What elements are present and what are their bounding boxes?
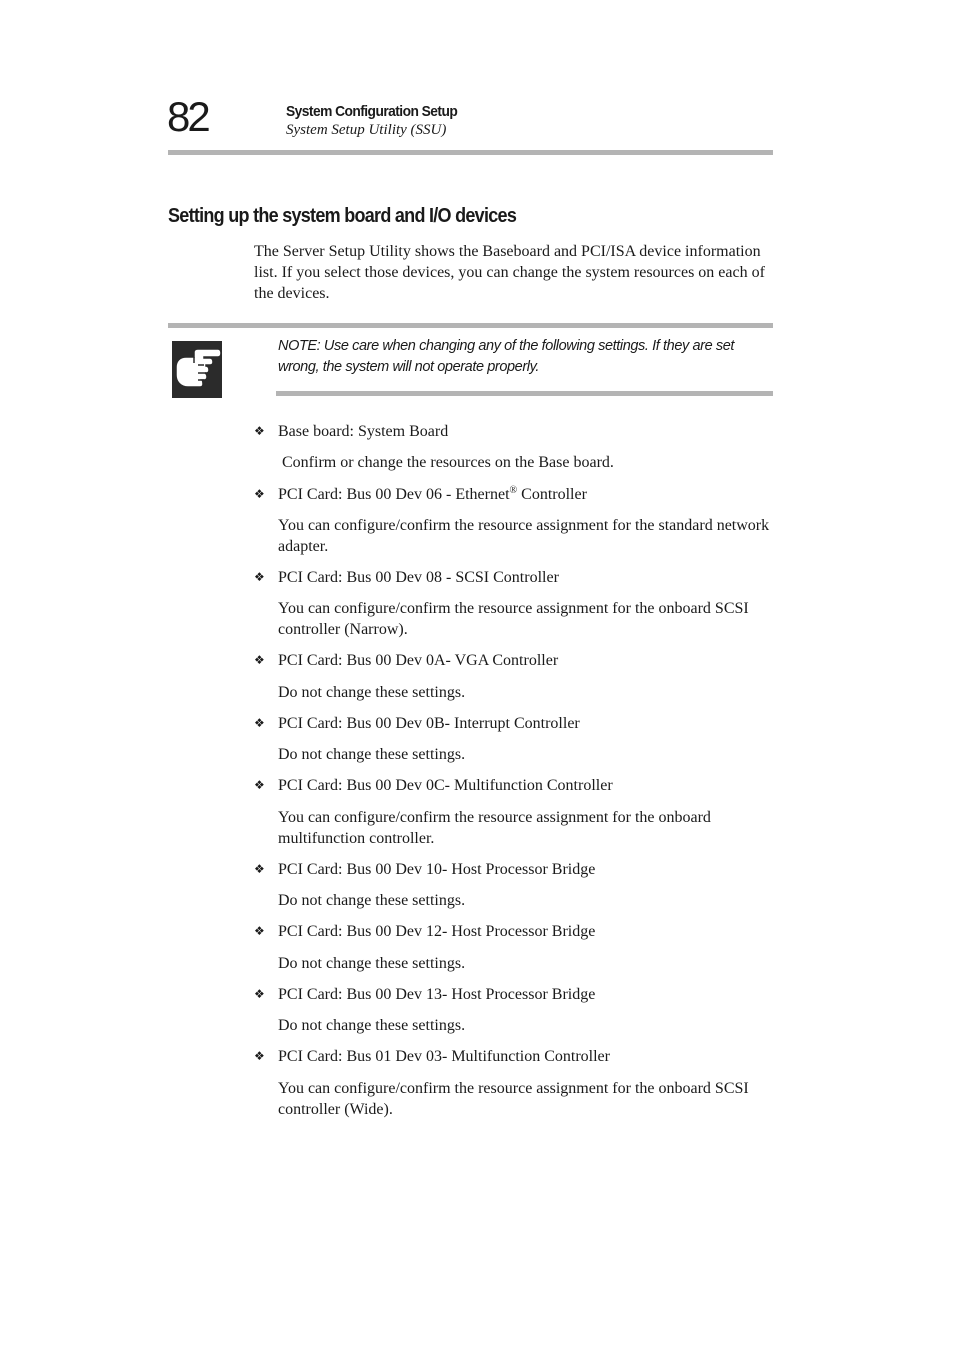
bullet: ❖ (254, 1049, 265, 1063)
list-item-title: PCI Card: Bus 00 Dev 13- Host Processor Bridge (278, 986, 596, 1003)
chapter-title: System Configuration Setup (286, 103, 458, 120)
list-item-desc: Do not change these settings. (278, 955, 466, 972)
list-item-title: PCI Card: Bus 00 Dev 0C- Multifunction Controller (278, 777, 613, 794)
list-item-title: PCI Card: Bus 00 Dev 0B- Interrupt Controller (278, 715, 580, 732)
list-item-desc: You can configure/confirm the resource assignment for the onboard SCSI controller (Narrow). (278, 600, 749, 638)
bullet: ❖ (254, 424, 265, 438)
list-item-desc: Do not change these settings. (278, 892, 466, 909)
list-item-desc: You can configure/confirm the resource assignment for the onboard multifunction controller. (278, 809, 711, 847)
title-text: PCI Card: Bus 00 Dev 06 - Ethernet (278, 486, 510, 503)
header-rule (168, 150, 773, 155)
bullet: ❖ (254, 862, 265, 876)
bullet: ❖ (254, 653, 265, 667)
bullet: ❖ (254, 570, 265, 584)
list-item-desc: Confirm or change the resources on the Base board. (278, 454, 614, 471)
list-item-desc: Do not change these settings. (278, 1017, 466, 1034)
note-rule-top (168, 323, 773, 328)
list-item-desc: You can configure/confirm the resource assignment for the standard network adapter. (278, 517, 770, 555)
bullet: ❖ (254, 716, 265, 730)
bullet: ❖ (254, 487, 265, 501)
list-item-title: PCI Card: Bus 00 Dev 10- Host Processor Bridge (278, 861, 596, 878)
list-item-title: PCI Card: Bus 00 Dev 0A- VGA Controller (278, 652, 559, 669)
registered-mark: ® (509, 485, 518, 496)
page-number: 82 (167, 93, 208, 140)
pointing-hand-icon (172, 341, 222, 398)
list-item-desc: You can configure/confirm the resource assignment for the onboard SCSI controller (Wide). (278, 1080, 749, 1118)
bullet: ❖ (254, 987, 265, 1001)
note-rule-bottom (276, 391, 773, 396)
note-text: NOTE: Use care when changing any of the following settings. If they are set wrong, the system will not operate properly. (278, 338, 735, 375)
bullet: ❖ (254, 778, 265, 792)
list-item-title: PCI Card: Bus 00 Dev 12- Host Processor Bridge (278, 923, 596, 940)
list-item-title: Base board: System Board (278, 423, 449, 440)
list-item-desc: Do not change these settings. (278, 746, 466, 763)
list-item-title (278, 484, 774, 505)
list-item-title: PCI Card: Bus 00 Dev 08 - SCSI Controller (278, 569, 559, 586)
section-subtitle: System Setup Utility (SSU) (286, 122, 447, 138)
list-item-desc: Do not change these settings. (278, 684, 466, 701)
title-text: Controller (517, 486, 587, 503)
intro-paragraph: The Server Setup Utility shows the Baseboard and PCI/ISA device information list. If you select those devices, you can change the system resources on each of the devices. (254, 243, 765, 302)
section-heading: Setting up the system board and I/O devices (168, 205, 517, 227)
list-item-title: PCI Card: Bus 01 Dev 03- Multifunction Controller (278, 1048, 610, 1065)
bullet: ❖ (254, 924, 265, 938)
